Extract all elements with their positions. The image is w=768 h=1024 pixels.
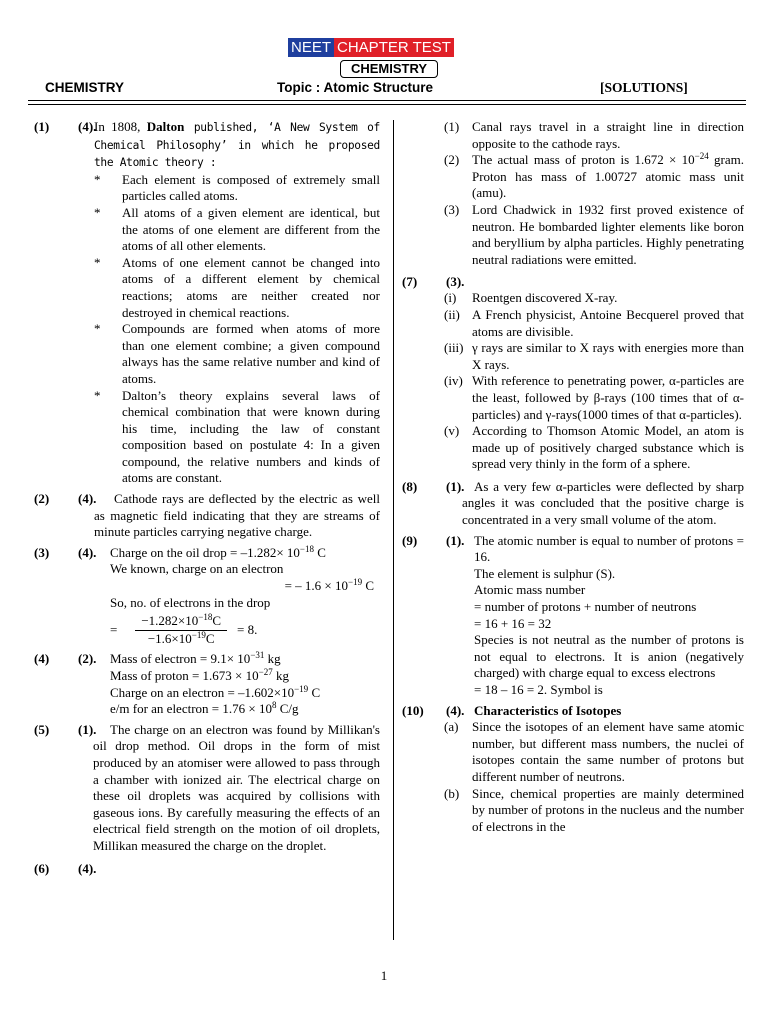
- logo-chapter-test: CHAPTER TEST: [334, 38, 454, 57]
- question-8: [398, 479, 744, 529]
- text: = – 1.6 × 10: [284, 578, 348, 594]
- item-text: Since the isotopes of an element have same atomic number, but different mass numbers, the nuclei of isotopes contain the same number of protons but different number of neutrons.: [472, 719, 744, 784]
- text: Mass of electron = 9.1× 10: [110, 651, 251, 667]
- subject-label: CHEMISTRY: [45, 80, 125, 95]
- question-body: [444, 274, 744, 473]
- question-5: [30, 722, 380, 855]
- question-4: [30, 651, 380, 717]
- question-number: (2): [34, 491, 50, 507]
- exponent: −18: [299, 543, 314, 554]
- item-text-cont: gram. Proton has mass of 1.00727 atomic mass unit (amu).: [472, 152, 744, 201]
- text-line: Atomic mass number: [474, 582, 586, 598]
- question-body: Cathode rays are deflected by the electric as well as magnetic field indicating that they are streams of minute particles carrying negative charge.: [94, 491, 380, 540]
- unit: C: [362, 578, 374, 594]
- text-line: = number of protons + number of neutrons: [474, 599, 697, 615]
- column-divider: [393, 120, 394, 940]
- logo-neet: NEET: [288, 38, 334, 57]
- item-mark: (3): [444, 201, 460, 217]
- question-body: [94, 119, 380, 487]
- intro-text-cont: published, ‘A New System of Chemical Philosophy’ in which he proposed the Atomic theory :: [94, 121, 380, 170]
- unit: C: [212, 613, 222, 629]
- bullet-text: Dalton’s theory explains several laws of chemical combination that were known during his time, including the law of constant composition based on postulate 4: In a given compound, the relative numbers and kinds of atoms are constant.: [122, 387, 380, 486]
- equals-sign: =: [110, 622, 118, 638]
- page-number: 1: [380, 968, 388, 983]
- unit: C: [308, 684, 321, 700]
- item-text: γ rays are similar to X rays with energies more than X rays.: [472, 340, 744, 372]
- exponent: −19: [348, 577, 363, 588]
- question-body: [94, 861, 380, 878]
- equation-result: = 8.: [237, 622, 258, 638]
- question-6-items: [444, 119, 744, 268]
- question-number: (6): [34, 860, 50, 876]
- answer-key: (3).: [446, 274, 465, 290]
- left-column: [30, 119, 380, 877]
- answer-key: (1).: [446, 478, 465, 494]
- intro-text: In 1808,: [94, 119, 147, 134]
- e-by-m-ratio: [110, 701, 380, 718]
- section-title: Characteristics of Isotopes: [474, 702, 622, 718]
- text: Charge on the oil drop = –1.282× 10: [110, 544, 300, 560]
- question-number: (3): [34, 544, 50, 560]
- exponent: −24: [694, 151, 709, 162]
- question-body: [110, 651, 380, 717]
- unit: kg: [264, 651, 281, 667]
- bullet-text: Atoms of one element cannot be changed into atoms of a different element by chemical reactions; atoms are neither created nor destroyed in chemical reactions.: [122, 254, 380, 320]
- bullet-mark: *: [94, 171, 101, 187]
- question-6: [30, 861, 380, 878]
- bullet-mark: *: [94, 204, 101, 220]
- question-3: [30, 545, 380, 650]
- dalton-intro: [94, 119, 380, 172]
- bullet-text: All atoms of a given element are identical, but the atoms of one element are different from the atoms of all other elements.: [122, 204, 380, 254]
- answer-key: (1).: [446, 532, 465, 548]
- list-item: [444, 307, 744, 340]
- solutions-label: [SOLUTIONS]: [600, 80, 688, 95]
- list-item: [94, 387, 380, 488]
- exponent: −31: [250, 650, 265, 661]
- bullet-text: Compounds are formed when atoms of more than one element combine; a given compound always has the same relative number and kind of atoms.: [122, 321, 380, 386]
- exponent: −18: [198, 612, 213, 623]
- answer-key: (2).: [78, 651, 97, 667]
- item-mark: (v): [444, 423, 460, 439]
- text: Mass of proton = 1.673 × 10: [110, 668, 259, 683]
- list-item: [444, 119, 744, 152]
- text-line: The element is sulphur (S).: [474, 565, 616, 581]
- proton-mass: [110, 668, 380, 685]
- electron-charge-value: [110, 685, 380, 702]
- item-text: The actual mass of proton is 1.672 × 10: [472, 152, 695, 168]
- list-item: [94, 171, 380, 205]
- text-line: = 18 – 16 = 2. Symbol is: [474, 682, 603, 697]
- answer-key: (4).: [78, 544, 97, 560]
- list-item: [444, 373, 744, 423]
- question-number: (7): [402, 274, 418, 290]
- answer-key: (4).: [446, 702, 465, 718]
- subject-box: CHEMISTRY: [340, 60, 438, 78]
- item-mark: (b): [444, 785, 460, 801]
- item-mark: (a): [444, 719, 459, 735]
- list-item: [444, 340, 744, 373]
- item-mark: (2): [444, 152, 460, 168]
- brand-logo: [288, 38, 454, 57]
- item-mark: (1): [444, 119, 460, 134]
- exponent: −27: [258, 667, 273, 677]
- list-item: [94, 321, 380, 387]
- topic-title: Topic : Atomic Structure: [277, 80, 434, 95]
- fraction-denominator: [142, 631, 221, 648]
- question-body: As a very few α-particles were deflected by sharp angles it was concluded that the positive charge is concentrated in a very small volume of the atom.: [462, 478, 744, 528]
- question-number: (8): [402, 478, 418, 494]
- text: Charge on an electron = –1.602×10: [110, 684, 295, 700]
- question-2: [30, 491, 380, 541]
- text: e/m for an electron = 1.76 × 10: [110, 701, 272, 717]
- unit: kg: [272, 668, 289, 683]
- item-mark: (ii): [444, 306, 460, 322]
- electron-count-equation: [110, 611, 380, 649]
- text-line: The atomic number is equal to number of protons = 16.: [474, 532, 744, 565]
- list-item: [444, 423, 744, 473]
- list-item: [444, 290, 744, 307]
- fraction-numerator: [135, 613, 227, 631]
- right-column: [398, 119, 744, 835]
- text: −1.282×10: [141, 613, 199, 629]
- question-number: (1): [34, 119, 50, 134]
- list-item: [444, 786, 744, 836]
- answer-key: (1).: [78, 721, 97, 737]
- text-line: Species is not neutral as the number of protons is not equal to electrons. It is anion (negatively charged) with charge equal to excess electrons: [474, 632, 744, 681]
- question-number: (10): [402, 702, 424, 718]
- question-1: [30, 119, 380, 487]
- list-item: [94, 204, 380, 255]
- item-text: Canal rays travel in a straight line in direction opposite to the cathode rays.: [472, 119, 744, 151]
- header-rule-thick: [28, 100, 746, 101]
- bullet-mark: *: [94, 321, 101, 337]
- item-text: According to Thomson Atomic Model, an atom is made up of positively charged substance which is spread very thinly in the form of a sphere.: [472, 423, 744, 472]
- header-rule-thin: [28, 104, 746, 105]
- text: −1.6×10: [147, 630, 192, 646]
- question-body: [474, 533, 744, 699]
- item-text: A French physicist, Antoine Becquerel proved that atoms are divisible.: [472, 306, 744, 339]
- question-body: [110, 545, 380, 650]
- item-mark: (i): [444, 290, 457, 306]
- answer-key: (4).: [78, 860, 97, 876]
- oil-drop-charge: [110, 545, 380, 562]
- unit: C: [205, 630, 215, 646]
- question-body: The charge on an electron was found by Millikan's oil drop method. Oil drops in the form of mist produced by an atomiser were allowed to pass through a chamber with ionized air. The electrical charge on these oil droplets was acquired by collisions with gaseous ions. By carefully measuring the effects of an electrical field strength on the motion of oil droplets, Millikan measured the charge on the droplet.: [93, 721, 380, 853]
- list-item: [444, 152, 744, 202]
- exponent: −19: [294, 683, 309, 694]
- electron-mass: [110, 651, 380, 668]
- text-line: We known, charge on an electron: [110, 561, 284, 577]
- exponent: 8: [271, 700, 277, 711]
- bullet-mark: *: [94, 254, 101, 270]
- answer-key: (4).: [78, 119, 97, 134]
- item-mark: (iii): [444, 340, 464, 356]
- item-text: With reference to penetrating power, α-particles are the least, followed by β-rays (100 times that of α-particles) and γ-rays(1000 times of that α-particles).: [472, 373, 744, 422]
- list-item: [94, 254, 380, 321]
- dalton-name: Dalton: [146, 119, 185, 134]
- question-body: [444, 719, 744, 835]
- question-9: [398, 533, 744, 699]
- question-number: (4): [34, 651, 50, 667]
- question-number: (9): [402, 532, 418, 548]
- text-line: = 16 + 16 = 32: [474, 615, 552, 631]
- question-10: [398, 703, 744, 836]
- item-text: Roentgen discovered X-ray.: [472, 290, 618, 306]
- unit: C/g: [276, 701, 299, 717]
- fraction: [135, 613, 227, 647]
- question-number: (5): [34, 721, 50, 737]
- list-item: [444, 719, 744, 785]
- item-text: Since, chemical properties are mainly determined by number of protons in the nucleus and the number of electrons in the: [472, 785, 744, 834]
- bullet-mark: *: [94, 387, 101, 403]
- unit: C: [313, 544, 326, 560]
- bullet-text: Each element is composed of extremely small particles called atoms.: [122, 171, 380, 204]
- text-line: So, no. of electrons in the drop: [110, 594, 271, 610]
- question-7: [398, 274, 744, 473]
- list-item: [444, 202, 744, 268]
- exponent: −19: [191, 629, 206, 640]
- answer-key: (4).: [78, 491, 97, 507]
- electron-charge: [110, 578, 380, 595]
- item-mark: (iv): [444, 373, 463, 389]
- item-text: Lord Chadwick in 1932 first proved existence of neutron. He bombarded lighter elements like boron and beryllium by alpha particles. Highly penetrating neutral radiations were emitted.: [472, 201, 744, 267]
